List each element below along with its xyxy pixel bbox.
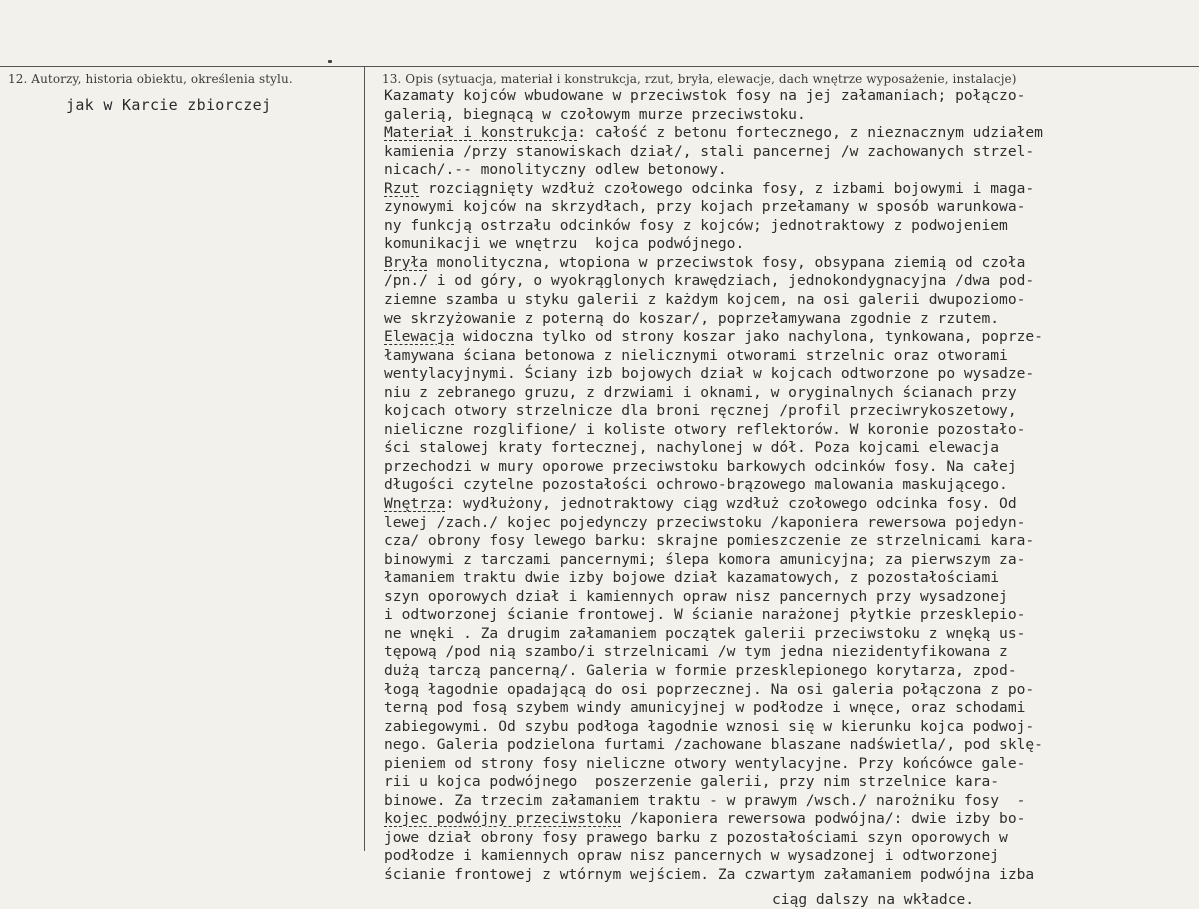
description-line (384, 143, 1184, 162)
description-line (384, 272, 1184, 291)
description-line (384, 866, 1184, 885)
description-line (384, 87, 1184, 106)
description-line (384, 736, 1184, 755)
line-text: tępową /pod nią szambo/i strzelnicami /w tym jedna niezidentyfikowana z (384, 643, 1008, 661)
line-text: ścianie frontowej z wtórnym wejściem. Za czwartym załamaniem podwójna izba (384, 865, 1035, 883)
line-text: ny funkcją ostrzału odcinków fosy z kojców; jednotraktowy z podwojeniem (384, 216, 1008, 234)
line-text: przechodzi w mury oporowe przeciwstoku barkowych odcinków fosy. Na całej (384, 457, 1017, 475)
description-line (384, 421, 1184, 440)
line-text: binowe. Za trzecim załamaniem traktu - w prawym /wsch./ narożniku fosy - (384, 791, 1026, 809)
description-line (384, 662, 1184, 681)
line-text: komunikacji we wnętrzu kojca podwójnego. (384, 235, 745, 253)
description-text (384, 87, 1184, 909)
continuation-note: ciąg dalszy na wkładce. (772, 890, 975, 908)
section-heading: kojec podwójny przeciwstoku (384, 810, 622, 828)
line-text: szyn oporowych dział i kamiennych opraw nisz pancernych przy wysadzonej (384, 587, 1008, 605)
description-line (384, 106, 1184, 125)
right-column-header: 13. Opis (sytuacja, materiał i konstrukcja, rzut, bryła, elewacje, dach wnętrze wyposażenie, instalacje) (382, 72, 1017, 86)
description-line (384, 847, 1184, 866)
line-text: cza/ obrony fosy lewego barku: skrajne pomieszczenie ze strzelnicami kara- (384, 532, 1035, 550)
line-text: długości czytelne pozostałości ochrowo-brązowego malowania maskującego. (384, 476, 1008, 494)
left-column-header: 12. Autorzy, historia obiektu, określenia stylu. (8, 72, 293, 86)
description-line (384, 161, 1184, 180)
line-text: kojcach otwory strzelnicze dla broni ręcznej /profil przeciwrykoszetowy, (384, 402, 1017, 420)
line-text: podłodze i kamiennych opraw nisz pancernych w wysadzonej i odtworzonej (384, 847, 1000, 865)
description-line (384, 699, 1184, 718)
description-line (384, 198, 1184, 217)
line-text: ści stalowej kraty fortecznej, nachylonej w dół. Poza kojcami elewacja (384, 439, 1000, 457)
section-heading: Rzut (384, 179, 420, 197)
line-text: zabiegowymi. Od szybu podłoga łagodnie wznosi się w kierunku kojca podwoj- (384, 717, 1035, 735)
line-text: pieniem od strony fosy nieliczne otwory wentylacyjne. Przy końcówce gale- (384, 754, 1026, 772)
description-line (384, 347, 1184, 366)
description-line (384, 365, 1184, 384)
section-heading: Materiał i konstrukcja (384, 124, 578, 142)
description-line (384, 606, 1184, 625)
description-line (384, 235, 1184, 254)
line-text: dużą tarczą pancerną/. Galeria w formie przesklepionego korytarza, zpod- (384, 661, 1017, 679)
line-text: binowymi z tarczami pancernymi; ślepa komora amunicyjna; za pierwszym za- (384, 550, 1026, 568)
line-text: : całość z betonu fortecznego, z nieznacznym udziałem (577, 124, 1043, 142)
line-text: monolityczna, wtopiona w przeciwstok fosy, obsypana ziemią od czoła (427, 253, 1026, 271)
description-line (384, 495, 1184, 514)
description-line (384, 328, 1184, 347)
description-line (384, 180, 1184, 199)
line-text: /pn./ i od góry, o wyokrąglonych krawędziach, jednokondygnacyjna /dwa pod- (384, 272, 1035, 290)
line-text: ne wnęki . Za drugim załamaniem początek galerii przeciwstoku z wnęką us- (384, 624, 1026, 642)
line-text: galerią, biegnącą w czołowym murze przeciwstoku. (384, 105, 806, 123)
line-text: zynowymi kojców na skrzydłach, przy kojach przełamany w sposób warunkowa- (384, 198, 1026, 216)
line-text: rii u kojca podwójnego poszerzenie galerii, przy nim strzelnice kara- (384, 773, 1000, 791)
line-text: : wydłużony, jednotraktowy ciąg wzdłuż czołowego odcinka fosy. Od (445, 495, 1017, 513)
section-heading: Elewacja (384, 328, 455, 346)
line-text: wentylacyjnymi. Ściany izb bojowych dział w kojcach odtworzone po wysadze- (384, 365, 1035, 383)
description-line (384, 829, 1184, 848)
line-text: łamywana ściana betonowa z nielicznymi otworami strzelnic oraz otworami (384, 346, 1008, 364)
line-text: nicach/.-- monolityczny odlew betonowy. (384, 161, 727, 179)
description-line (384, 310, 1184, 329)
description-line (384, 569, 1184, 588)
description-line (384, 643, 1184, 662)
description-line (384, 773, 1184, 792)
line-text: ziemne szamba u styku galerii z każdym kojcem, na osi galerii dwupoziomo- (384, 291, 1026, 309)
description-line (384, 514, 1184, 533)
description-line (384, 681, 1184, 700)
description-line (384, 458, 1184, 477)
description-line (384, 439, 1184, 458)
top-divider (0, 66, 1199, 67)
description-line (384, 532, 1184, 551)
description-line (384, 625, 1184, 644)
description-line (384, 384, 1184, 403)
line-text: łamaniem traktu dwie izby bojowe dział kazamatowych, z pozostałościami (384, 569, 1000, 587)
description-line (384, 254, 1184, 273)
line-text: widoczna tylko od strony koszar jako nachylona, tynkowana, poprze- (454, 328, 1043, 346)
line-text: Kazamaty kojców wbudowane w przeciwstok fosy na jej załamaniach; połączo- (384, 87, 1026, 104)
line-text: rozciągnięty wzdłuż czołowego odcinka fosy, z izbami bojowymi i maga- (419, 179, 1035, 197)
description-line (384, 217, 1184, 236)
description-line (384, 476, 1184, 495)
line-text: niu z zebranego gruzu, z drzwiami i oknami, w oryginalnych ścianach przy (384, 383, 1017, 401)
mark (328, 60, 332, 63)
section-heading: Wnętrza (384, 495, 446, 513)
description-line (384, 810, 1184, 829)
description-line (384, 792, 1184, 811)
authors-history-value: jak w Karcie zbiorczej (66, 96, 272, 114)
section-heading: Bryła (384, 253, 428, 271)
line-text: we skrzyżowanie z poterną do koszar/, poprzełamywana zgodnie z rzutem. (384, 309, 1000, 327)
line-text: terną pod fosą szybem windy amunicyjnej w podłodze i wnęce, oraz schodami (384, 699, 1026, 717)
line-text: nieliczne rozglifione/ i koliste otwory reflektorów. W koronie pozostało- (384, 420, 1026, 438)
description-line (384, 588, 1184, 607)
line-text: i odtworzonej ścianie frontowej. W ścianie narażonej płytkie przesklepio- (384, 606, 1026, 624)
line-text: lewej /zach./ kojec pojedynczy przeciwstoku /kaponiera rewersowa pojedyn- (384, 513, 1026, 531)
description-line (384, 124, 1184, 143)
description-line (384, 402, 1184, 421)
line-text: nego. Galeria podzielona furtami /zachowane blaszane nadświetla/, pod sklę- (384, 736, 1043, 754)
line-text: łogą łagodnie opadającą do osi poprzecznej. Na osi galeria połączona z po- (384, 680, 1035, 698)
description-line (384, 755, 1184, 774)
description-line (384, 718, 1184, 737)
description-line (384, 291, 1184, 310)
column-divider (364, 66, 365, 851)
line-text: kamienia /przy stanowiskach dział/, stali pancernej /w zachowanych strzel- (384, 142, 1035, 160)
description-line (384, 551, 1184, 570)
line-text: /kaponiera rewersowa podwójna/: dwie izby bo- (621, 810, 1026, 828)
line-text: jowe dział obrony fosy prawego barku z pozostałościami szyn oporowych w (384, 828, 1008, 846)
